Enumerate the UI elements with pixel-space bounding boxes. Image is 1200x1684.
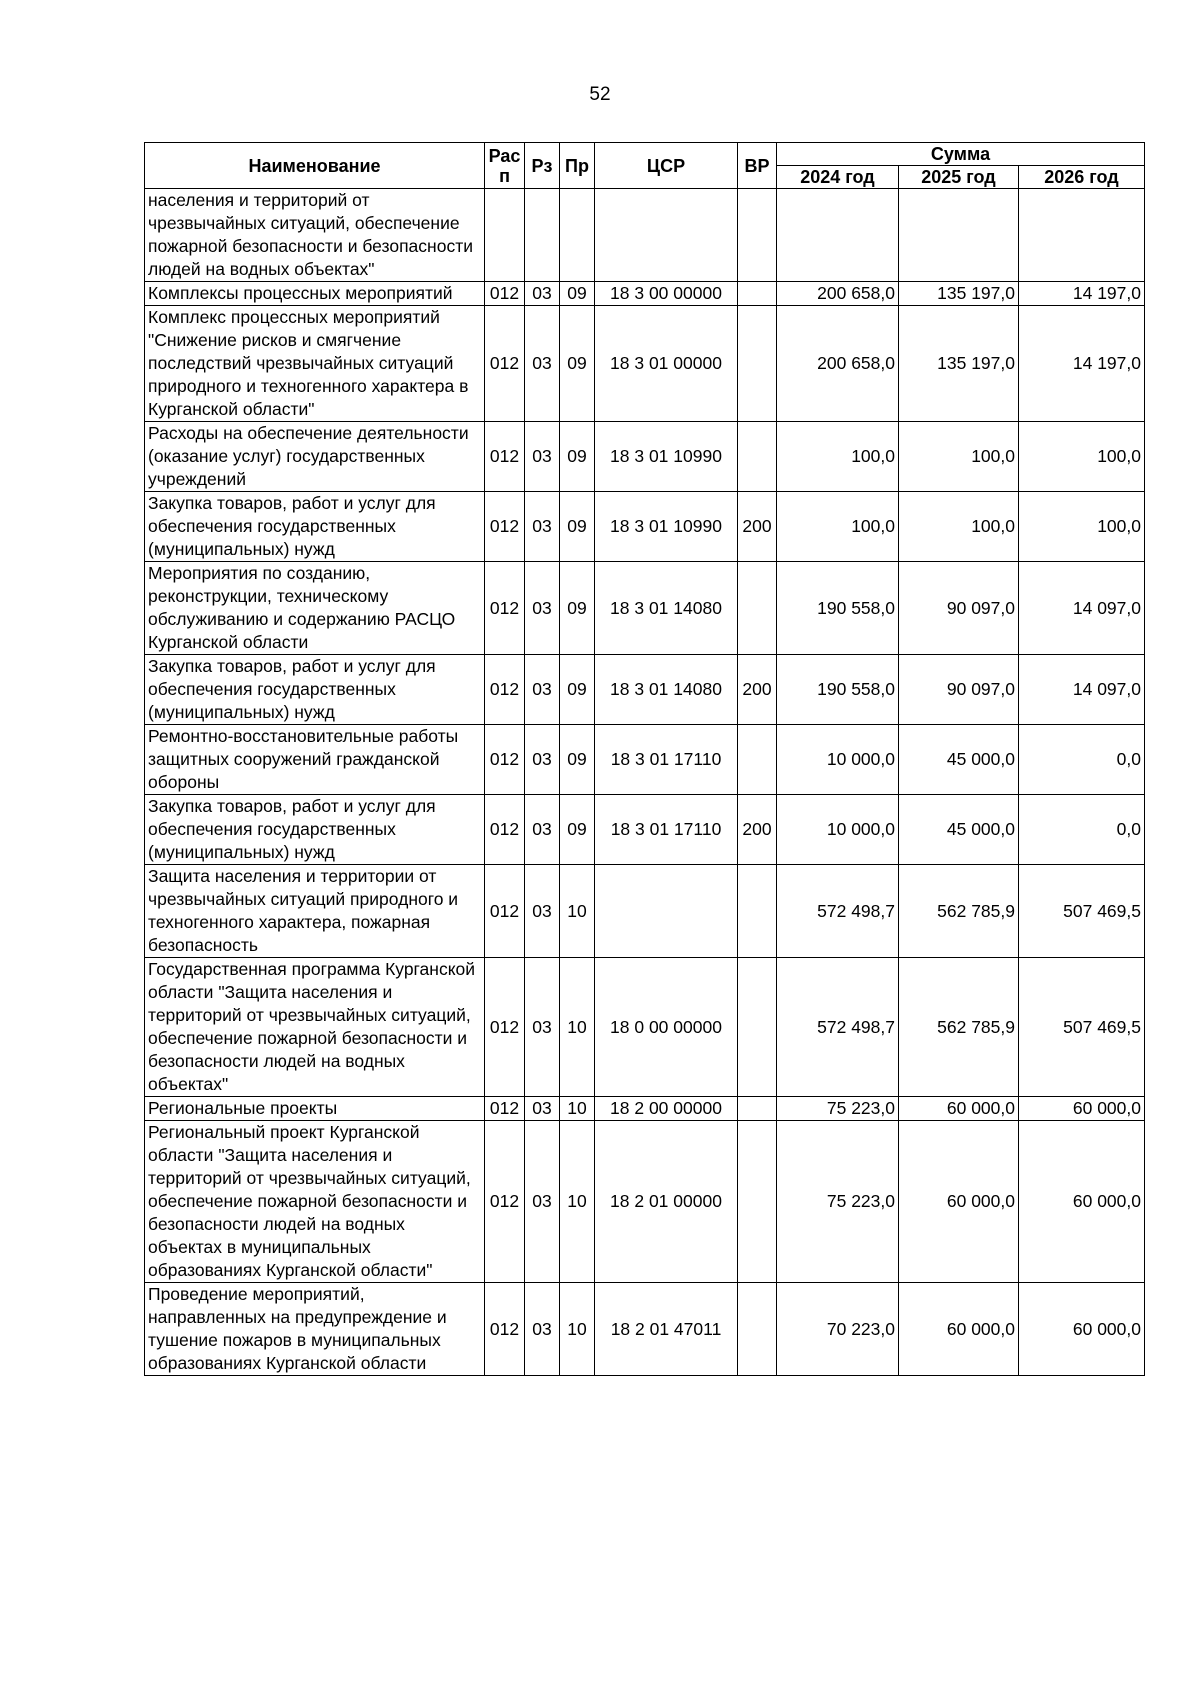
table-header (145, 143, 1145, 189)
cell-2025: 90 097,0 (899, 655, 1019, 725)
cell-2025: 135 197,0 (899, 306, 1019, 422)
cell-2024: 200 658,0 (777, 306, 899, 422)
cell-2026: 60 000,0 (1019, 1121, 1145, 1283)
cell-rasp: 012 (485, 1097, 525, 1121)
cell-pr: 09 (560, 492, 595, 562)
cell-pr: 10 (560, 865, 595, 958)
cell-pr (560, 189, 595, 282)
cell-pr: 09 (560, 795, 595, 865)
cell-pr: 10 (560, 1097, 595, 1121)
header-rz: Рз (525, 143, 560, 189)
cell-rz: 03 (525, 562, 560, 655)
cell-name: Мероприятия по созданию, реконструкции, техническому обслуживанию и содержанию РАСЦО Курганской области (145, 562, 485, 655)
cell-rz: 03 (525, 958, 560, 1097)
cell-csr: 18 3 01 00000 (595, 306, 738, 422)
cell-2026: 507 469,5 (1019, 958, 1145, 1097)
cell-2025: 45 000,0 (899, 795, 1019, 865)
header-pr: Пр (560, 143, 595, 189)
cell-2026: 14 197,0 (1019, 306, 1145, 422)
cell-vr: 200 (738, 492, 777, 562)
cell-csr: 18 3 01 14080 (595, 562, 738, 655)
cell-rz (525, 189, 560, 282)
cell-name: Региональные проекты (145, 1097, 485, 1121)
table-row (145, 795, 1145, 865)
cell-2026: 60 000,0 (1019, 1283, 1145, 1376)
cell-rz: 03 (525, 306, 560, 422)
cell-2025: 562 785,9 (899, 865, 1019, 958)
cell-2025: 45 000,0 (899, 725, 1019, 795)
header-name: Наименование (145, 143, 485, 189)
cell-vr (738, 422, 777, 492)
cell-vr (738, 958, 777, 1097)
cell-csr (595, 189, 738, 282)
cell-name: населения и территорий от чрезвычайных ситуаций, обеспечение пожарной безопасности и безопасности людей на водных объектах" (145, 189, 485, 282)
cell-2024: 572 498,7 (777, 958, 899, 1097)
cell-csr: 18 0 00 00000 (595, 958, 738, 1097)
table-body (145, 189, 1145, 1376)
cell-rz: 03 (525, 492, 560, 562)
cell-rasp: 012 (485, 492, 525, 562)
cell-rasp: 012 (485, 422, 525, 492)
cell-name: Закупка товаров, работ и услуг для обеспечения государственных (муниципальных) нужд (145, 655, 485, 725)
cell-csr: 18 3 00 00000 (595, 282, 738, 306)
table-row (145, 865, 1145, 958)
cell-vr: 200 (738, 655, 777, 725)
cell-name: Расходы на обеспечение деятельности (оказание услуг) государственных учреждений (145, 422, 485, 492)
cell-pr: 09 (560, 282, 595, 306)
cell-2024: 100,0 (777, 422, 899, 492)
cell-rasp: 012 (485, 562, 525, 655)
cell-2026: 100,0 (1019, 422, 1145, 492)
cell-csr (595, 865, 738, 958)
cell-csr: 18 3 01 10990 (595, 422, 738, 492)
cell-csr: 18 2 00 00000 (595, 1097, 738, 1121)
cell-name: Закупка товаров, работ и услуг для обеспечения государственных (муниципальных) нужд (145, 492, 485, 562)
table-row (145, 725, 1145, 795)
table-row (145, 655, 1145, 725)
cell-2026: 60 000,0 (1019, 1097, 1145, 1121)
cell-rz: 03 (525, 655, 560, 725)
cell-2026: 14 097,0 (1019, 655, 1145, 725)
header-2024: 2024 год (777, 166, 899, 189)
cell-2025 (899, 189, 1019, 282)
cell-name: Региональный проект Курганской области "Защита населения и территорий от чрезвычайных ситуаций, обеспечение пожарной безопасности и безопасности людей на водных объектах в муниципальных образованиях Курганской области" (145, 1121, 485, 1283)
cell-2024: 75 223,0 (777, 1121, 899, 1283)
cell-vr (738, 306, 777, 422)
cell-vr (738, 1097, 777, 1121)
cell-rasp (485, 189, 525, 282)
cell-2026: 0,0 (1019, 725, 1145, 795)
cell-2025: 100,0 (899, 492, 1019, 562)
cell-csr: 18 2 01 47011 (595, 1283, 738, 1376)
cell-name: Комплекс процессных мероприятий "Снижение рисков и смягчение последствий чрезвычайных ситуаций природного и техногенного характера в Курганской области" (145, 306, 485, 422)
cell-2024: 10 000,0 (777, 795, 899, 865)
cell-name: Проведение мероприятий, направленных на предупреждение и тушение пожаров в муниципальных образованиях Курганской области (145, 1283, 485, 1376)
cell-2025: 90 097,0 (899, 562, 1019, 655)
cell-2026: 507 469,5 (1019, 865, 1145, 958)
cell-pr: 09 (560, 655, 595, 725)
header-rasp: Рас п (485, 143, 525, 189)
cell-pr: 09 (560, 306, 595, 422)
cell-2024: 190 558,0 (777, 562, 899, 655)
cell-2025: 135 197,0 (899, 282, 1019, 306)
cell-csr: 18 3 01 17110 (595, 795, 738, 865)
cell-rasp: 012 (485, 655, 525, 725)
cell-2024: 572 498,7 (777, 865, 899, 958)
cell-2025: 562 785,9 (899, 958, 1019, 1097)
cell-2024: 75 223,0 (777, 1097, 899, 1121)
cell-2024: 190 558,0 (777, 655, 899, 725)
cell-rz: 03 (525, 282, 560, 306)
cell-rasp: 012 (485, 958, 525, 1097)
table-row (145, 1097, 1145, 1121)
cell-pr: 09 (560, 725, 595, 795)
table-row (145, 306, 1145, 422)
cell-rasp: 012 (485, 1283, 525, 1376)
header-2026: 2026 год (1019, 166, 1145, 189)
cell-vr (738, 1121, 777, 1283)
cell-pr: 10 (560, 1283, 595, 1376)
cell-pr: 09 (560, 422, 595, 492)
cell-pr: 10 (560, 1121, 595, 1283)
header-2025: 2025 год (899, 166, 1019, 189)
cell-2025: 60 000,0 (899, 1097, 1019, 1121)
table-row (145, 958, 1145, 1097)
cell-2025: 60 000,0 (899, 1121, 1019, 1283)
cell-vr (738, 725, 777, 795)
header-sum: Сумма (777, 143, 1145, 166)
cell-rz: 03 (525, 725, 560, 795)
cell-rasp: 012 (485, 306, 525, 422)
cell-vr (738, 1283, 777, 1376)
cell-name: Защита населения и территории от чрезвычайных ситуаций природного и техногенного характера, пожарная безопасность (145, 865, 485, 958)
cell-name: Ремонтно-восстановительные работы защитных сооружений гражданской обороны (145, 725, 485, 795)
cell-csr: 18 3 01 10990 (595, 492, 738, 562)
cell-csr: 18 3 01 14080 (595, 655, 738, 725)
cell-name: Закупка товаров, работ и услуг для обеспечения государственных (муниципальных) нужд (145, 795, 485, 865)
table-row (145, 562, 1145, 655)
cell-vr (738, 282, 777, 306)
cell-pr: 10 (560, 958, 595, 1097)
table-row (145, 492, 1145, 562)
cell-rz: 03 (525, 1097, 560, 1121)
cell-rasp: 012 (485, 795, 525, 865)
cell-vr (738, 865, 777, 958)
cell-2024: 200 658,0 (777, 282, 899, 306)
table-row (145, 282, 1145, 306)
cell-2026: 0,0 (1019, 795, 1145, 865)
cell-2026: 14 197,0 (1019, 282, 1145, 306)
cell-csr: 18 3 01 17110 (595, 725, 738, 795)
table-row (145, 422, 1145, 492)
cell-2026: 100,0 (1019, 492, 1145, 562)
table-row (145, 1283, 1145, 1376)
cell-rz: 03 (525, 795, 560, 865)
budget-table (144, 142, 1145, 1376)
cell-2025: 60 000,0 (899, 1283, 1019, 1376)
cell-name: Государственная программа Курганской области "Защита населения и территорий от чрезвычайных ситуаций, обеспечение пожарной безопасности и безопасности людей на водных объектах" (145, 958, 485, 1097)
cell-2024: 70 223,0 (777, 1283, 899, 1376)
cell-2026: 14 097,0 (1019, 562, 1145, 655)
cell-2026 (1019, 189, 1145, 282)
cell-vr (738, 562, 777, 655)
cell-vr: 200 (738, 795, 777, 865)
cell-rasp: 012 (485, 865, 525, 958)
cell-name: Комплексы процессных мероприятий (145, 282, 485, 306)
cell-rz: 03 (525, 1283, 560, 1376)
cell-2024: 10 000,0 (777, 725, 899, 795)
table-row (145, 1121, 1145, 1283)
cell-rz: 03 (525, 865, 560, 958)
cell-2024: 100,0 (777, 492, 899, 562)
page-number: 52 (589, 84, 611, 105)
cell-rasp: 012 (485, 725, 525, 795)
cell-csr: 18 2 01 00000 (595, 1121, 738, 1283)
cell-rasp: 012 (485, 282, 525, 306)
cell-rz: 03 (525, 422, 560, 492)
header-vr: ВР (738, 143, 777, 189)
cell-rz: 03 (525, 1121, 560, 1283)
cell-vr (738, 189, 777, 282)
table-row (145, 189, 1145, 282)
cell-2024 (777, 189, 899, 282)
header-csr: ЦСР (595, 143, 738, 189)
cell-2025: 100,0 (899, 422, 1019, 492)
cell-pr: 09 (560, 562, 595, 655)
cell-rasp: 012 (485, 1121, 525, 1283)
